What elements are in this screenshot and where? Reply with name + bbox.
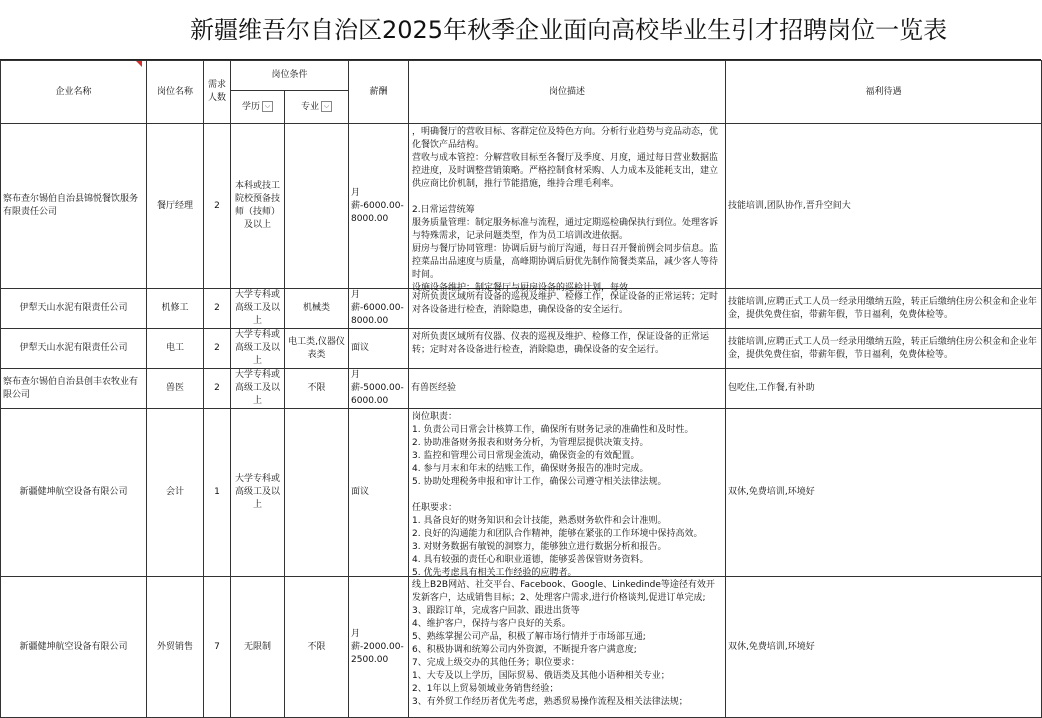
table-row[interactable]	[1, 369, 1042, 409]
description-line: ，明确餐厅的营收目标、客群定位及特色方向。分析行业趋势与竞品动态，优化餐饮产品结构。	[412, 127, 719, 150]
benefits-cell: 双休,免费培训,环境好	[726, 409, 1042, 577]
description-line: 6、积极协调和统筹公司内外资源，不断提升客户满意度;	[412, 645, 637, 655]
company-cell: 新疆健坤航空设备有限公司	[1, 577, 147, 718]
description-line: 有兽医经验	[411, 383, 457, 393]
major-cell: 不限	[285, 577, 349, 718]
header-education	[231, 91, 285, 124]
description-line: 2. 良好的沟通能力和团队合作精神，能够在紧张的工作环境中保持高效。	[412, 529, 703, 539]
benefits-cell: 技能培训,应聘正式工人员一经录用缴纳五险，转正后缴纳住房公积金和企业年金，提供免费住宿，带薪年假，节日福利，免费体检等。	[726, 289, 1042, 329]
description-line: 4、维护客户，保持与客户良好的关系。	[412, 619, 571, 629]
education-cell: 大学专科或高级工及以上	[231, 289, 285, 329]
header-description: 岗位描述	[409, 61, 726, 124]
description-line: 任职要求：	[412, 503, 458, 513]
description-line: 5. 协助处理税务申报和审计工作，确保公司遵守相关法律法规。	[412, 477, 667, 487]
header-major	[285, 91, 349, 124]
position-cell: 兽医	[147, 369, 204, 409]
header-education-label: 学历	[241, 101, 260, 112]
description-line: 对所负责区域所有设备的巡视及维护、检修工作，保证设备的正常运转；定时对各设备进行检查，消除隐患，确保设备的安全运行。	[412, 292, 719, 315]
description-line: 2、1年以上贸易领域业务销售经验；	[412, 684, 559, 694]
description-line: 3、有外贸工作经历者优先考虑，熟悉贸易操作流程及相关法律法规；	[412, 697, 688, 707]
description-line	[412, 191, 722, 204]
description-line: 7、完成上级交办的其他任务；职位要求：	[412, 658, 580, 668]
description-line: 3. 监控和管理公司日常现金流动，确保资金的有效配置。	[412, 451, 640, 461]
headcount-cell: 2	[204, 369, 231, 409]
description-line: 对所负责区域所有仪器、仪表的巡视及维护、检修工作，保证设备的正常运转；定时对各设备进行检查，消除隐患，确保设备的安全运行。	[412, 332, 710, 355]
description-line: 2. 协助准备财务报表和财务分析，为管理层提供决策支持。	[412, 438, 649, 448]
company-cell: 察布查尔锡伯自治县创丰农牧业有限公司	[1, 369, 147, 409]
headcount-cell: 2	[204, 289, 231, 329]
education-cell: 大学专科或高级工及以上	[231, 369, 285, 409]
description-line: 1、大专及以上学历，国际贸易、俄语类及其他小语种相关专业；	[412, 671, 670, 681]
headcount-cell: 2	[204, 124, 231, 289]
benefits-cell: 技能培训,团队协作,晋升空间大	[726, 124, 1042, 289]
salary-cell: 月薪-5000.00-6000.00	[349, 369, 409, 409]
salary-cell: 月薪-6000.00-8000.00	[349, 124, 409, 289]
major-cell	[285, 409, 349, 577]
description-line: 3、跟踪订单，完成客户回款、跟进出货等	[412, 606, 580, 616]
position-cell: 电工	[147, 329, 204, 369]
headcount-cell: 1	[204, 409, 231, 577]
headcount-cell: 7	[204, 577, 231, 718]
major-cell: 电工类,仪器仪表类	[285, 329, 349, 369]
salary-cell: 面议	[349, 409, 409, 577]
description-line: 5. 优先考虑具有相关工作经验的应聘者。	[412, 568, 577, 578]
table-row[interactable]	[1, 124, 1042, 289]
description-line: 设施设备维护：制定餐厅与厨房设备的巡检计划，每效	[412, 283, 629, 293]
description-cell	[409, 124, 726, 293]
description-line: 5、熟练掌握公司产品，积极了解市场行情并于市场部互通;	[412, 632, 646, 642]
table-row[interactable]	[1, 577, 1042, 718]
company-cell: 察布查尔锡伯自治县锦悦餐饮服务有限责任公司	[1, 124, 147, 289]
position-cell: 餐厅经理	[147, 124, 204, 289]
table-row[interactable]	[1, 289, 1042, 329]
header-benefits: 福利待遇	[726, 61, 1042, 124]
job-table	[0, 60, 1042, 718]
description-line: 4. 参与月末和年末的结账工作，确保财务报告的准时完成。	[412, 464, 649, 474]
position-cell: 机修工	[147, 289, 204, 329]
description-line: 4. 具有较强的责任心和职业道德，能够妥善保管财务资料。	[412, 555, 649, 565]
education-cell: 大学专科或高级工及以上	[231, 329, 285, 369]
salary-cell: 面议	[349, 329, 409, 369]
salary-cell: 月薪-2000.00-2500.00	[349, 577, 409, 718]
header-major-label: 专业	[301, 101, 320, 112]
benefits-cell: 技能培训,应聘正式工人员一经录用缴纳五险，转正后缴纳住房公积金和企业年金，提供免费住宿，带薪年假，节日福利，免费体检等。	[726, 329, 1042, 369]
description-cell	[409, 577, 726, 718]
education-cell: 本科或技工院校预备技师（技师）及以上	[231, 124, 285, 289]
company-cell: 伊犁天山水泥有限责任公司	[1, 289, 147, 329]
page-title: 新疆维吾尔自治区2025年秋季企业面向高校毕业生引才招聘岗位一览表	[0, 0, 1041, 60]
description-line: 服务质量管理：制定服务标准与流程，通过定期巡检确保执行到位。处理客诉与特殊需求，记录问题类型，作为员工培训改进依据。	[412, 218, 719, 241]
major-cell: 机械类	[285, 289, 349, 329]
header-salary: 薪酬	[349, 61, 409, 124]
position-cell: 外贸销售	[147, 577, 204, 718]
description-cell	[409, 329, 726, 369]
major-cell	[285, 124, 349, 289]
major-cell: 不限	[285, 369, 349, 409]
description-line: 1. 具备良好的财务知识和会计技能，熟悉财务软件和会计准则。	[412, 516, 667, 526]
position-cell: 会计	[147, 409, 204, 577]
header-position: 岗位名称	[147, 61, 204, 124]
company-cell: 新疆健坤航空设备有限公司	[1, 409, 147, 577]
header-conditions: 岗位条件	[231, 61, 349, 91]
header-company: 企业名称	[1, 61, 147, 124]
headcount-cell: 2	[204, 329, 231, 369]
description-line: 1. 负责公司日常会计核算工作，确保所有财务记录的准确性和及时性。	[412, 425, 694, 435]
description-line: 岗位职责：	[412, 412, 458, 422]
table-row[interactable]	[1, 329, 1042, 369]
header-headcount: 需求人数	[204, 61, 231, 124]
description-cell	[409, 289, 726, 329]
description-cell	[409, 409, 726, 577]
filter-dropdown-icon[interactable]: ⌵	[321, 101, 332, 112]
education-cell: 大学专科或高级工及以上	[231, 409, 285, 577]
description-line: 线上B2B网站、社交平台、Facebook、Google、Linkedinde等途径有效开发新客户，达成销售目标；2、处理客户需求,进行价格谈判,促进订单完成;	[412, 580, 715, 603]
filter-dropdown-icon[interactable]: ⌵	[262, 101, 273, 112]
description-line	[412, 489, 722, 502]
description-line: 营收与成本管控：分解营收目标至各餐厅及季度、月度，通过每日营业数据监控进度，及时调整营销策略。严格控制食材采购、人力成本及能耗支出，建立供应商比价机制，推行节能措施，维持合理毛利率。	[412, 153, 719, 189]
header-row-1	[1, 61, 1042, 91]
company-cell: 伊犁天山水泥有限责任公司	[1, 329, 147, 369]
salary-cell: 月薪-6000.00-8000.00	[349, 289, 409, 329]
benefits-cell: 包吃住,工作餐,有补助	[726, 369, 1042, 409]
description-line: 2.日常运营统筹	[412, 205, 475, 215]
table-row[interactable]	[1, 409, 1042, 577]
benefits-cell: 双休,免费培训,环境好	[726, 577, 1042, 718]
description-line: 3. 对财务数据有敏锐的洞察力，能够独立进行数据分析和报告。	[412, 542, 667, 552]
description-line: 厨房与餐厅协同管理：协调后厨与前厅沟通，每日召开餐前例会同步信息。监控菜品出品速度与质量，高峰期协调后厨优先制作简餐类菜品，减少客人等待时间。	[412, 244, 719, 280]
education-cell: 无限制	[231, 577, 285, 718]
description-cell	[409, 369, 726, 409]
